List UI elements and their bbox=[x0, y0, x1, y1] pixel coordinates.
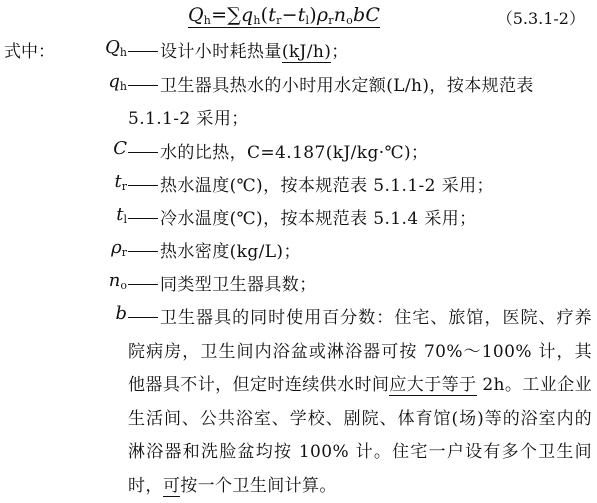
formula-sum: ∑ bbox=[227, 4, 241, 26]
symbol-sub: o bbox=[120, 279, 127, 292]
formula-c: C bbox=[365, 4, 381, 26]
definition-symbol bbox=[115, 303, 127, 324]
definition-row bbox=[0, 203, 597, 236]
definition-text: 热水密度(kg/L)； bbox=[160, 242, 301, 262]
formula bbox=[188, 4, 380, 27]
em-dash bbox=[128, 85, 158, 86]
formula-rho-sub: r bbox=[328, 14, 334, 27]
em-dash bbox=[128, 218, 158, 219]
em-dash bbox=[128, 51, 158, 52]
formula-rho: ρ bbox=[316, 4, 329, 26]
definition-text bbox=[128, 302, 592, 503]
formula-tr-sub: r bbox=[276, 14, 282, 27]
em-dash bbox=[128, 251, 158, 252]
formula-open-paren: ( bbox=[260, 4, 269, 26]
formula-lhs: Q bbox=[188, 4, 204, 26]
formula-expression bbox=[188, 4, 380, 28]
definition-text: 同类型卫生器具数； bbox=[160, 275, 317, 295]
definition-symbol bbox=[116, 204, 127, 226]
formula-close-paren: ) bbox=[309, 4, 317, 26]
definition-symbol bbox=[115, 171, 128, 193]
formula-tl-sub: l bbox=[305, 14, 310, 27]
definition-text-end: ； bbox=[331, 42, 349, 62]
formula-tr: t bbox=[268, 4, 277, 26]
formula-lhs-sub: h bbox=[203, 14, 212, 27]
formula-equals: = bbox=[211, 4, 228, 26]
definition-row bbox=[0, 302, 597, 496]
definition-symbol bbox=[111, 237, 127, 259]
symbol-sub: r bbox=[121, 180, 127, 193]
symbol-main: t bbox=[116, 204, 124, 225]
definition-text-part-1: 卫生器具的同时使用百分数：住宅、旅馆，医院、疗养院病房，卫生间内浴盆或淋浴器可按 70%～100% 计，其他器具不计，但定时连续供水时间 bbox=[128, 308, 592, 395]
formula-row bbox=[0, 4, 597, 30]
definition-text-main: 设计小时耗热量 bbox=[160, 42, 282, 62]
definition-symbol bbox=[105, 37, 127, 59]
definition-row bbox=[0, 137, 597, 170]
symbol-sub: h bbox=[119, 46, 127, 59]
definition-symbol bbox=[113, 138, 127, 159]
symbol-sub: r bbox=[121, 246, 127, 259]
em-dash bbox=[128, 185, 158, 186]
formula-b: b bbox=[353, 4, 366, 26]
symbol-main: C bbox=[113, 138, 127, 159]
definition-text: 卫生器具热水的小时用水定额(L/h)，按本规范表 bbox=[160, 76, 534, 96]
em-dash bbox=[128, 152, 158, 153]
symbol-sub: h bbox=[119, 80, 127, 93]
symbol-main: n bbox=[108, 270, 121, 291]
symbol-main: b bbox=[115, 303, 127, 324]
definition-text-part-3: 按一个卫生间计算。 bbox=[180, 475, 337, 496]
em-dash bbox=[128, 284, 158, 285]
definition-row bbox=[0, 36, 597, 69]
definition-symbol bbox=[109, 270, 127, 292]
definition-text-underlined: (kJ/h) bbox=[281, 42, 332, 62]
definition-row bbox=[0, 269, 597, 302]
symbol-main: Q bbox=[105, 37, 120, 58]
definition-text: 冷水温度(℃)，按本规范表 5.1.4 采用； bbox=[160, 209, 477, 229]
definition-row bbox=[0, 70, 597, 136]
definition-text-underlined-1: 应大于等于 bbox=[389, 375, 477, 395]
definition-symbol bbox=[108, 71, 127, 93]
formula-n-sub: o bbox=[346, 14, 353, 27]
definition-text bbox=[160, 36, 592, 70]
definition-text-continued: 5.1.1-2 采用； bbox=[128, 109, 249, 129]
symbol-main: ρ bbox=[111, 237, 122, 258]
definition-text: 水的比热，C=4.187(kJ/kg·℃)； bbox=[160, 143, 429, 163]
definition-text-underlined-2: 可 bbox=[162, 475, 181, 496]
definition-text-part-2: 2h。工业企业生活间、公共浴室、学校、剧院、体育馆(场)等的浴室内的淋浴器和洗脸盆均按 100% 计。住宅一户设有多个卫生间时， bbox=[128, 375, 593, 496]
symbol-sub: l bbox=[123, 213, 127, 226]
formula-tl: t bbox=[297, 4, 306, 26]
symbol-main: q bbox=[108, 71, 120, 92]
formula-minus: − bbox=[281, 4, 298, 26]
formula-n: n bbox=[333, 4, 347, 26]
definition-row bbox=[0, 170, 597, 203]
where-prefix: 式中： bbox=[4, 42, 55, 62]
definition-text: 热水温度(℃)，按本规范表 5.1.1-2 采用； bbox=[160, 176, 494, 196]
formula-q-sub: h bbox=[253, 14, 261, 27]
symbol-main: t bbox=[114, 171, 122, 192]
equation-number: （5.3.1-2） bbox=[496, 9, 585, 28]
formula-q: q bbox=[240, 4, 254, 26]
definition-row bbox=[0, 236, 597, 269]
